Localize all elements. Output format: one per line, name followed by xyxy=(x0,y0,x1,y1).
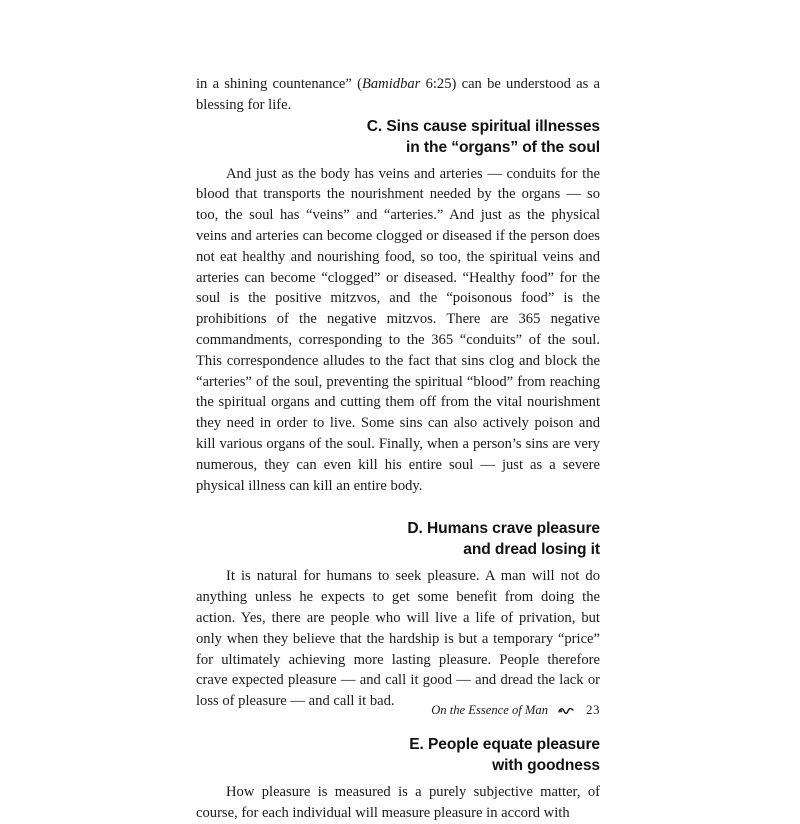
section-heading-d xyxy=(196,518,600,560)
intro-text-end: 6:25) can be understood as a blessing for life. xyxy=(196,76,600,113)
section-heading-c xyxy=(196,116,600,158)
page-number: 23 xyxy=(586,702,600,717)
section-d-body: It is natural for humans to seek pleasure. A man will not do anything unless he expects to get some benefit from doing the action. Yes, there are people who will live a life of privation, but only when they believe that the hardship is but a temporary “price” for ultimately achieving more lasting pleasure. People therefore crave expected pleasure — and call it good — and dread the lack or loss of pleasure — and call it bad. xyxy=(196,568,600,710)
section-heading-e xyxy=(196,734,600,776)
section-heading-e-line-2: with goodness xyxy=(492,756,600,774)
scroll-flourish-icon xyxy=(558,706,574,716)
citation-book: Bamidbar xyxy=(361,76,421,92)
intro-paragraph xyxy=(196,74,600,116)
section-heading-d-line-1: D. Humans crave pleasure xyxy=(407,520,600,538)
running-title: On the Essence of Man xyxy=(431,703,548,717)
section-c-body: And just as the body has veins and arteries — conduits for the blood that transports the nourishment needed by the organs — so too, the soul has “veins” and “arteries.” And just as the physical veins and arteries can become clogged or diseased if the person does not eat healthy and nourishing food, so too, the spiritual veins and arteries can become “clogged” or diseased. “Healthy food” for the soul is the positive mitzvos, and the “poisonous food” is the prohibitions of the negative mitzvos. There are 365 negative commandments, corresponding to the 365 “conduits” of the soul. This correspondence alludes to the fact that sins clog and block the “arteries” of the soul, preventing the spiritual “blood” from reaching the spiritual organs and cutting them off from the vital nourishment they need in order to live. Some sins can also actively poison and kill various organs of the soul. Finally, when a person’s sins are very numerous, they can even kill his entire soul — just as a severe physical illness can kill an entire body. xyxy=(196,165,600,494)
section-e-body: How pleasure is measured is a purely subjective matter, of course, for each individual will measure pleasure in accord with xyxy=(196,783,600,821)
intro-text-start: in a shining countenance” ( xyxy=(196,76,362,92)
section-heading-e-line-1: E. People equate pleasure xyxy=(409,735,600,753)
section-heading-d-line-2: and dread losing it xyxy=(463,541,600,559)
section-heading-c-line-1: C. Sins cause spiritual illnesses xyxy=(366,117,600,135)
page-footer xyxy=(196,702,600,718)
section-heading-c-line-2: in the “organs” of the soul xyxy=(406,138,600,156)
